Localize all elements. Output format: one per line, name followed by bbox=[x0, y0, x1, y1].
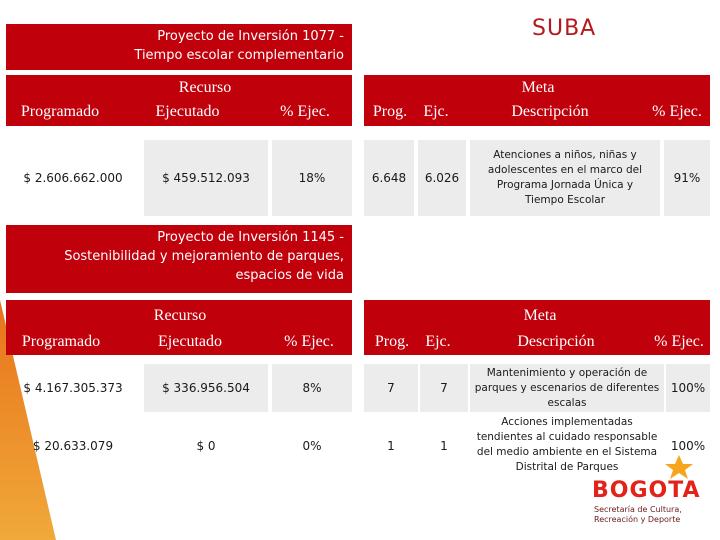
p2-row1-programado: $ 4.167.305.373 bbox=[23, 381, 123, 395]
header-meta: Meta bbox=[523, 307, 557, 324]
header-recurso: Recurso bbox=[153, 307, 207, 324]
p2-row1-descripcion: Mantenimiento y operación de parques y escenarios de diferentes escalas bbox=[470, 364, 664, 412]
project-1-banner bbox=[6, 24, 352, 70]
p2-row2-pct: 0% bbox=[302, 439, 322, 453]
logo-subtitle bbox=[594, 505, 682, 525]
p2-row1-pct: 8% bbox=[272, 364, 352, 412]
logo-subtitle-line2: Recreación y Deporte bbox=[594, 515, 681, 524]
header-meta: Meta bbox=[521, 79, 555, 96]
p2-row2-ejc: 1 bbox=[440, 439, 448, 453]
project-1-title-line2: Tiempo escolar complementario bbox=[134, 48, 344, 63]
p1-row1-prog: 6.648 bbox=[364, 140, 414, 216]
p2-row2-programado: $ 20.633.079 bbox=[32, 439, 114, 453]
logo-star-icon bbox=[662, 454, 696, 480]
project-1-title-line1: Proyecto de Inversión 1077 - bbox=[157, 29, 344, 44]
project-2-title-line2: Sostenibilidad y mejoramiento de parques, bbox=[64, 249, 344, 264]
logo-subtitle-line1: Secretaría de Cultura, bbox=[594, 505, 682, 514]
header-prog: Prog. bbox=[372, 103, 408, 120]
p2-row1-ejecutado: $ 336.956.504 bbox=[144, 364, 268, 412]
p2-row2-meta-pct: 100% bbox=[670, 439, 706, 453]
project-2-title-line1: Proyecto de Inversión 1145 - bbox=[157, 230, 344, 245]
p2-row1-ejc: 7 bbox=[420, 364, 468, 412]
header-pct-ejec: % Ejec. bbox=[280, 103, 330, 120]
header-prog: Prog. bbox=[374, 333, 410, 350]
p2-row1-meta-pct: 100% bbox=[666, 364, 710, 412]
header-pct-ejec: % Ejec. bbox=[284, 333, 334, 350]
header-programado: Programado bbox=[20, 103, 100, 120]
header-descripcion: Descripción bbox=[511, 103, 589, 120]
p2-row2-prog: 1 bbox=[387, 439, 395, 453]
project-2-banner bbox=[6, 225, 352, 293]
header-descripcion: Descripción bbox=[517, 333, 595, 350]
p2-row2-ejecutado: $ 0 bbox=[196, 439, 216, 453]
p2-row2-descripcion: Acciones implementadas tendientes al cuidado responsable del medio ambiente en el Sistema Distrital de Parques bbox=[476, 416, 658, 473]
logo-wordmark: BOGOTA bbox=[592, 478, 701, 503]
p2-row1-prog: 7 bbox=[364, 364, 418, 412]
header-ejc: Ejc. bbox=[425, 333, 451, 350]
header-recurso: Recurso bbox=[178, 79, 232, 96]
location-title: SUBA bbox=[532, 16, 597, 41]
p1-row1-meta-pct: 91% bbox=[664, 140, 710, 216]
header-ejecutado: Ejecutado bbox=[158, 333, 222, 350]
p1-row1-ejecutado: $ 459.512.093 bbox=[144, 140, 268, 216]
header-programado: Programado bbox=[21, 333, 101, 350]
p1-row1-ejc: 6.026 bbox=[418, 140, 466, 216]
header-ejc: Ejc. bbox=[423, 103, 449, 120]
header-meta-pct: % Ejec. bbox=[654, 333, 704, 350]
header-meta-pct: % Ejec. bbox=[652, 103, 702, 120]
header-ejecutado: Ejecutado bbox=[155, 103, 220, 120]
p1-row1-descripcion: Atenciones a niños, niñas y adolescentes en el marco del Programa Jornada Única y Tiempo Escolar bbox=[470, 140, 660, 216]
p1-row1-pct: 18% bbox=[272, 140, 352, 216]
p1-row1-programado: $ 2.606.662.000 bbox=[23, 171, 123, 185]
project-2-title-line3: espacios de vida bbox=[235, 268, 344, 283]
